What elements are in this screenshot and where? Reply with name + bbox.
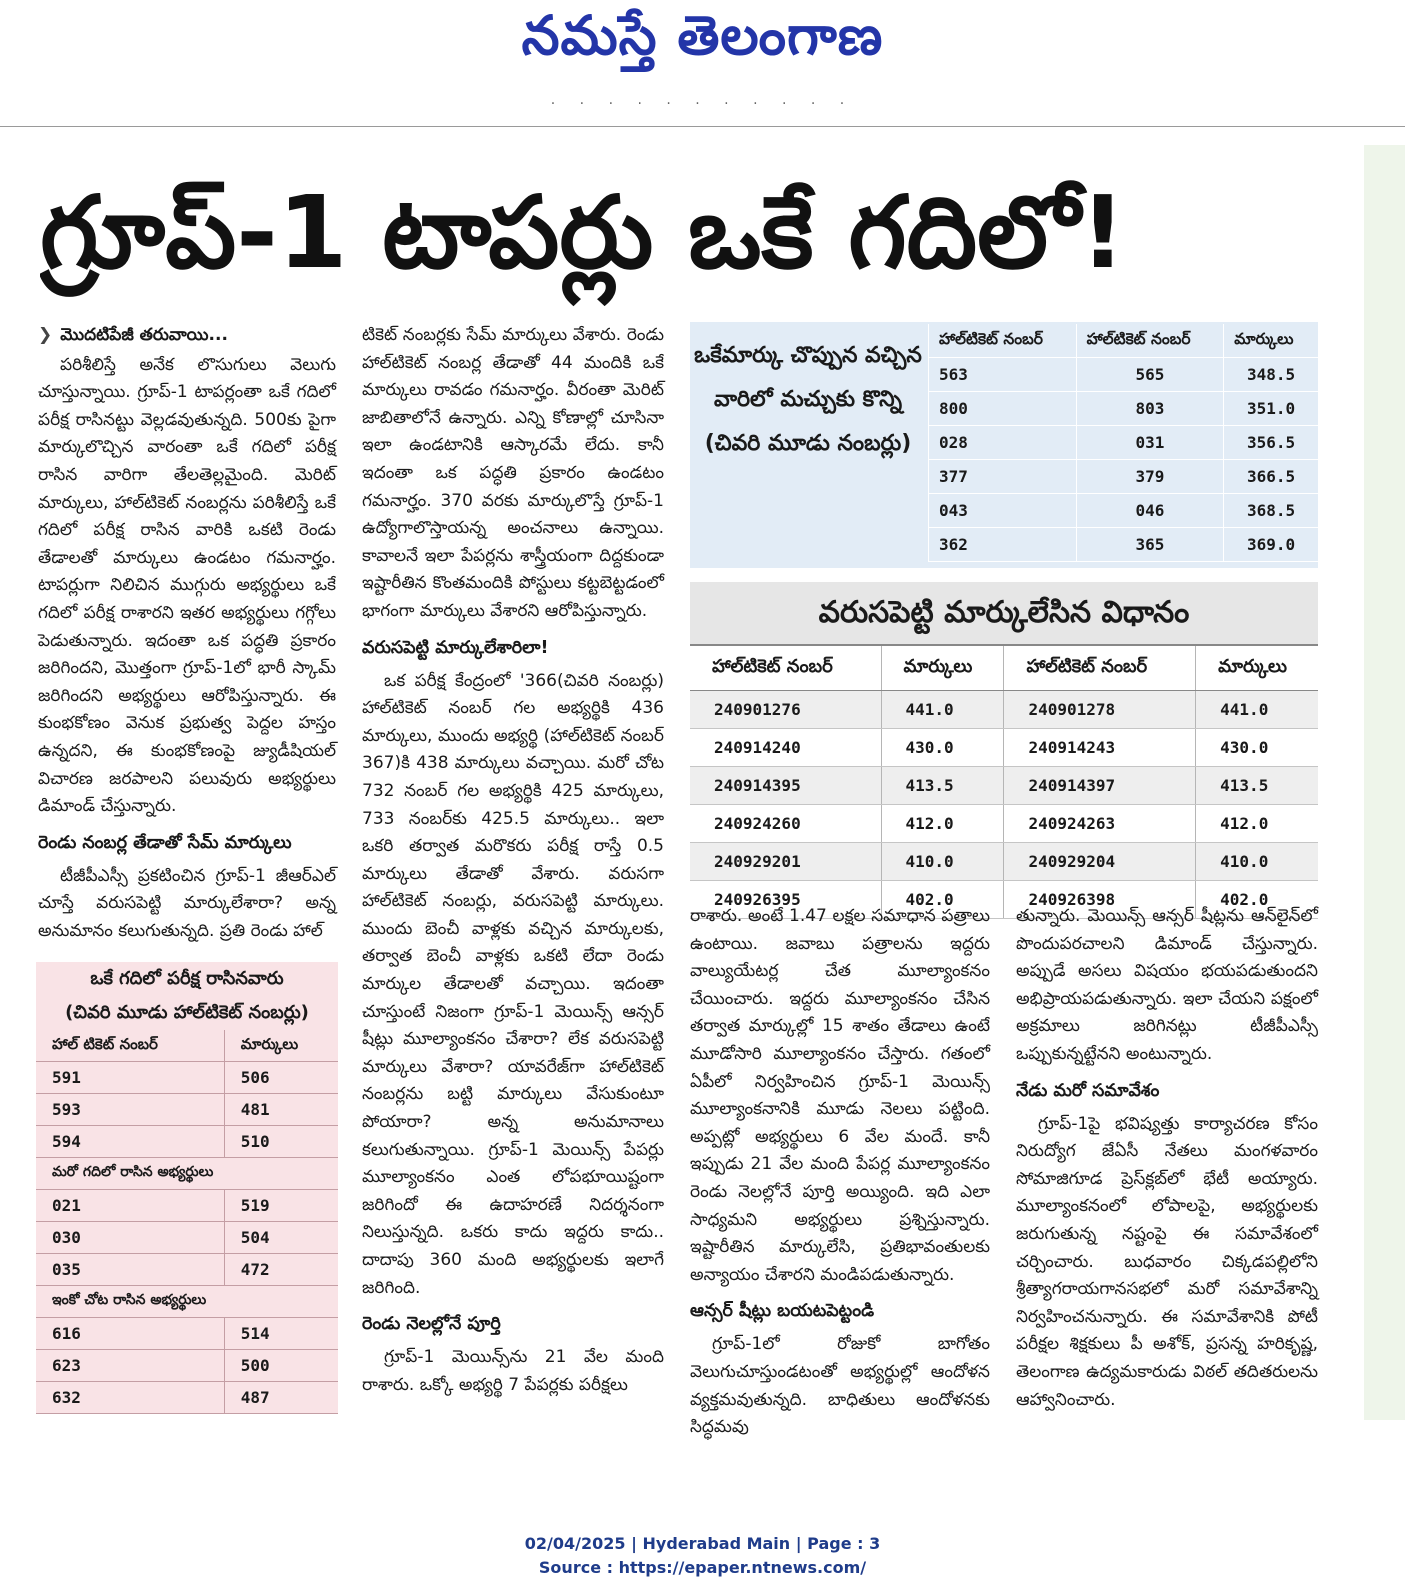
header-marks: మార్కులు [1196,646,1318,691]
cell-hall: 616 [36,1318,224,1350]
table-title: వరుసపెట్టి మార్కులేసిన విధానం [690,582,1318,646]
cell-hall: 031 [1076,426,1224,460]
cell-marks: 472 [224,1254,338,1286]
column-2 [362,322,664,1403]
table-subtitle: (చివరి మూడు హాల్‌టికెట్ నంబర్లు) [65,1002,309,1023]
page-footer [0,1532,1405,1580]
cell-hall: 043 [929,494,1077,528]
header-marks: మార్కులు [224,1030,338,1062]
table-row [929,426,1319,460]
group-label: ఇంకో చోట రాసిన అభ్యర్థులు [36,1286,338,1318]
table-header-row [690,646,1318,691]
cell-marks: 519 [224,1190,338,1222]
cell-hall: 240901276 [690,691,881,729]
cell-marks: 504 [224,1222,338,1254]
header-hall-ticket: హాల్‌టికెట్ నంబర్ [1004,646,1196,691]
table-row [929,460,1319,494]
cell-marks: 441.0 [1196,691,1318,729]
cell-hall: 563 [929,358,1077,392]
cell-marks: 410.0 [1196,843,1318,881]
cell-marks: 366.5 [1224,460,1318,494]
table-row [690,729,1318,767]
table-row [690,843,1318,881]
paragraph: గ్రూప్-1లో రోజుకో బాగోతం వెలుగుచూస్తుండటంతో అభ్యర్థుల్లో ఆందోళన వ్యక్తమవుతున్నది. బాధితులు ఆందోళనకు సిద్ధమవు [690,1334,990,1438]
cell-marks: 356.5 [1224,426,1318,460]
cell-hall: 240924260 [690,805,881,843]
paragraph: గ్రూప్-1పై భవిష్యత్తు కార్యాచరణ కోసం నిరుద్యోగ జేఏసీ నేతలు మంగళవారం సోమాజిగూడ ప్రెస్‌క్లబ్‌లో భేటీ అయ్యారు. మూల్యాంకనంలో లోపాలపై, అభ్యర్థులకు జరుగుతున్న నష్టంపై ఈ సమావేశంలో చర్చించారు. బుధవారం చిక్కడపల్లిలోని శ్రీత్యాగరాయగానసభలో మరో సమావేశాన్ని నిర్వహించనున్నారు. ఈ సమావేశానికి పోటీ పరీక్షల శిక్షకులు పీ అశోక్, ప్రసన్న హరికృష్ణ, తెలంగాణ ఉద్యమకారుడు విఠల్ తదితరులను ఆహ్వానించారు. [1016,1113,1318,1410]
cell-marks: 351.0 [1224,392,1318,426]
table-row [36,1222,338,1254]
cell-marks: 368.5 [1224,494,1318,528]
cell-hall: 046 [1076,494,1224,528]
cell-hall: 803 [1076,392,1224,426]
cell-hall: 594 [36,1126,224,1158]
column-1 [38,322,336,949]
masthead [0,0,1405,127]
cell-hall: 240926395 [690,881,881,919]
group-label: మరో గదిలో రాసిన అభ్యర్థులు [36,1158,338,1190]
cell-hall: 800 [929,392,1077,426]
paragraph: ఒక పరీక్ష కేంద్రంలో '366(చివరి నంబర్లు) హాల్‌టికెట్ నంబర్ గల అభ్యర్థికి 436 మార్కులు, ముందు అభ్యర్థి (హాల్‌టికెట్ నంబర్ 367)కి 438 మార్కులు వచ్చాయి. మరో చోట 732 నంబర్ గల అభ్యర్థికి 425 మార్కులు, 733 నంబర్‌కు 425.5 మార్కులు.. ఇలా ఒకరి తర్వాత మరొకరు పరీక్ష రాస్తే 0.5 మార్కులు తేడాతో వేశారు. వరుసగా హాల్‌టికెట్ నంబర్లు, వరుసపెట్టి మార్కులు. ముందు బెంచీ వాళ్లకు వచ్చిన మార్కులకు, తర్వాత బెంచీ వాళ్లకు ఒకటి లేదా రెండు మార్కుల తేడాలతో వచ్చాయి. ఇదంతా చూస్తుంటే నిజంగా గ్రూప్-1 మెయిన్స్ ఆన్సర్ షీట్లు మూల్యాంకనం చేశారా? లేక వరుసపెట్టి మార్కులు వేశారా? యావరేజ్‌గా హాల్‌టికెట్ నంబర్లను బట్టి మార్కులు వేసుకుంటూ పోయారా? అన్న అనుమానాలు కలుగుతున్నాయి. గ్రూప్-1 మెయిన్స్ పేపర్లు మూల్యాంకనం ఎంత లోపభూయిష్టంగా జరిగిందో ఈ ఉదాహరణే నిదర్శనంగా నిలుస్తున్నది. ఒకరు కాదు ఇద్దరు కాదు.. దాదాపు 360 మంది అభ్యర్థులకు ఇలాగే జరిగింది. [362,670,664,1298]
table-row [690,805,1318,843]
table-title: ఒకేమార్కు చొప్పున వచ్చిన వారిలో మచ్చుకు కొన్ని (చివరి మూడు నంబర్లు) [694,343,922,456]
table-row [36,1318,338,1350]
subheading: రెండు నంబర్ల తేడాతో సేమ్ మార్కులు [38,832,292,853]
column-4 [1016,903,1318,1418]
table-row [36,1094,338,1126]
table-row [36,1350,338,1382]
paragraph: తున్నారు. మెయిన్స్ ఆన్సర్ షీట్లను ఆన్‌లైన్‌లో పొందుపరచాలని డిమాండ్ చేస్తున్నారు. అప్పుడే అసలు విషయం భయపడుతుందని అభిప్రాయపడుతున్నారు. ఇలా చేయని పక్షంలో అక్రమాలు జరిగినట్లు టీజీపీఎస్సీ ఒప్పుకున్నట్టేనని అంటున్నారు. [1016,906,1318,1064]
cell-marks: 441.0 [881,691,1004,729]
cell-hall: 240914395 [690,767,881,805]
chevron-right-icon: ❯ [38,325,53,345]
cell-hall: 030 [36,1222,224,1254]
footer-source-line: Source : https://epaper.ntnews.com/ [538,1558,867,1577]
cell-hall: 240914240 [690,729,881,767]
table-row [36,1126,338,1158]
column-3 [690,903,990,1446]
cell-marks: 410.0 [881,843,1004,881]
header-marks: మార్కులు [881,646,1004,691]
cell-marks: 348.5 [1224,358,1318,392]
table-header-row [36,1030,338,1062]
cell-hall: 035 [36,1254,224,1286]
header-hall-ticket: హాల్‌టికెట్ నంబర్ [1076,324,1224,358]
table-row [929,494,1319,528]
paragraph: పరిశీలిస్తే అనేక లొసుగులు వెలుగు చూస్తున్నాయి. గ్రూప్-1 టాపర్లంతా ఒకే గదిలో పరీక్ష రాసినట్టు వెల్లడవుతున్నది. 500కు పైగా మార్కులొచ్చిన వారంతా ఒకే గదిలో పరీక్ష రాసిన వారిగా తేలతెల్లమైంది. మెరిట్ మార్కులు, హాల్‌టికెట్ నంబర్లను పరిశీలిస్తే ఒకే గదిలో పరీక్ష రాసిన వారికి ఒకటి రెండు తేడాలతో మార్కులు ఉండటం గమనార్హం. టాపర్లుగా నిలిచిన ముగ్గురు అభ్యర్థులు ఒకే గదిలో పరీక్ష రాశారని ఇతర అభ్యర్థులు గగ్గోలు పెడుతున్నారు. ఇదంతా ఒక పద్ధతి ప్రకారం జరిగిందని, మొత్తంగా గ్రూప్-1లో భారీ స్కామ్ జరిగిందని అభ్యర్థులు ఆరోపిస్తున్నారు. ఈ కుంభకోణం వెనుక ప్రభుత్వ పెద్దల హస్తం ఉన్నదని, ఈ కుంభకోణంపై జ్యుడీషియల్ విచారణ జరపాలని పలువురు అభ్యర్థులు డిమాండ్ చేస్తున్నారు. [38,354,336,817]
table [36,1030,338,1414]
cell-hall: 623 [36,1350,224,1382]
header-marks: మార్కులు [1224,324,1318,358]
subheading: ఆన్సర్ షీట్లు బయటపెట్టండి [690,1301,875,1322]
cell-hall: 240929204 [1004,843,1196,881]
header-hall-ticket: హాల్‌టికెట్ నంబర్ [690,646,881,691]
table-row [36,1190,338,1222]
cell-hall: 593 [36,1094,224,1126]
cell-marks: 510 [224,1126,338,1158]
cell-hall: 240926398 [1004,881,1196,919]
cell-hall: 240901278 [1004,691,1196,729]
cell-marks: 402.0 [1196,881,1318,919]
cell-marks: 413.5 [1196,767,1318,805]
table-row [36,1062,338,1094]
masthead-divider: · · · · · · · · · · · [550,96,855,112]
cell-marks: 369.0 [1224,528,1318,562]
cell-hall: 028 [929,426,1077,460]
paragraph: గ్రూప్-1 మెయిన్స్‌ను 21 వేల మంది రాశారు. ఒక్కో అభ్యర్థి 7 పేపర్లకు పరీక్షలు [362,1347,664,1395]
same-room-table [36,962,338,1414]
table-row [929,358,1319,392]
table-row [929,528,1319,562]
cell-hall: 362 [929,528,1077,562]
table-title: ఒకే గదిలో పరీక్ష రాసినవారు [90,968,284,989]
cell-hall: 591 [36,1062,224,1094]
subheading: రెండు నెలల్లోనే పూర్తి [362,1314,501,1335]
cell-marks: 413.5 [881,767,1004,805]
cell-hall: 240914397 [1004,767,1196,805]
table-header-row [929,324,1319,358]
header-hall-ticket: హాల్‌టికెట్ నంబర్ [929,324,1077,358]
cell-marks: 481 [224,1094,338,1126]
table-row [690,691,1318,729]
continued-label [38,322,336,350]
paragraph: టికెట్ నంబర్లకు సేమ్ మార్కులు వేశారు. రెండు హాల్‌టికెట్ నంబర్ల తేడాతో 44 మందికి ఒకే మార్కులు రావడం గమనార్హం. వీరంతా మెరిట్ జాబితాలోనే ఉన్నారు. ఎన్ని కోణాల్లో చూసినా ఇలా ఉండటానికి ఆస్కారమే లేదు. కానీ ఇదంతా ఒక పద్ధతి ప్రకారం ఉండటం గమనార్హం. 370 వరకు మార్కులొస్తే గ్రూప్-1 ఉద్యోగాలొస్తాయన్న అంచనాలు ఉన్నాయి. కావాలనే ఇలా పేపర్లను శాస్త్రీయంగా దిద్దకుండా ఇష్టారీతిన కొంతమందికి పోస్టులు కట్టబెట్టడంలో భాగంగా మార్కులు వేశారని ఆరోపిస్తున్నారు. [362,325,664,621]
paragraph: టీజీపీఎస్సీ ప్రకటించిన గ్రూప్-1 జీఆర్‌ఎల్ చూస్తే వరుసపెట్టి మార్కులేశారా? అన్న అనుమానం కలుగుతున్నది. ప్రతి రెండు హాల్ [38,865,336,941]
group-label-row [36,1158,338,1190]
table-row [36,1254,338,1286]
cell-hall: 240914243 [1004,729,1196,767]
cell-hall: 021 [36,1190,224,1222]
same-marks-table [690,322,1318,568]
table [928,324,1318,562]
adjacent-page-strip [1364,145,1405,1420]
table-row [929,392,1319,426]
cell-marks: 430.0 [881,729,1004,767]
cell-marks: 506 [224,1062,338,1094]
cell-marks: 430.0 [1196,729,1318,767]
series-marks-table [690,582,1318,919]
table [690,646,1318,919]
cell-marks: 412.0 [881,805,1004,843]
cell-marks: 412.0 [1196,805,1318,843]
cell-hall: 365 [1076,528,1224,562]
table-row [36,1382,338,1414]
group-label-row [36,1286,338,1318]
headline: గ్రూప్-1 టాపర్లు ఒకే గదిలో! [40,174,1126,291]
continued-text: మొదటిపేజీ తరువాయి... [60,325,228,345]
paragraph: రాశారు. అంటే 1.47 లక్షల సమాధాన పత్రాలు ఉంటాయి. జవాబు పత్రాలను ఇద్దరు వాల్యుయేటర్ల చేత మూల్యాంకనం చేయించారు. ఇద్దరు మూల్యాంకనం చేసిన తర్వాత మార్కుల్లో 15 శాతం తేడాలు ఉంటే మూడోసారి మూల్యాంకనం చేస్తారు. గతంలో ఏపీలో నిర్వహించిన గ్రూప్-1 మెయిన్స్ మూల్యాంకనానికి మూడు నెలలు పట్టింది. అప్పట్లో అభ్యర్థులు 6 వేల మందే. కానీ ఇప్పుడు 21 వేల మంది పేపర్ల మూల్యాంకనం రెండు నెలల్లోనే పూర్తి అయ్యింది. ఇది ఎలా సాధ్యమని అభ్యర్థులు ప్రశ్నిస్తున్నారు. ఇష్టారీతిన మార్కులేసి, ప్రతిభావంతులకు అన్యాయం చేశారని మండిపడుతున్నారు. [690,906,990,1285]
subheading: నేడు మరో సమావేశం [1016,1080,1160,1101]
cell-hall: 240929201 [690,843,881,881]
cell-marks: 514 [224,1318,338,1350]
cell-hall: 240924263 [1004,805,1196,843]
header-hall-ticket: హాల్ టికెట్ నంబర్ [36,1030,224,1062]
cell-hall: 565 [1076,358,1224,392]
cell-hall: 379 [1076,460,1224,494]
cell-marks: 402.0 [881,881,1004,919]
newspaper-logo: నమస్తే తెలంగాణ [521,4,884,67]
cell-hall: 632 [36,1382,224,1414]
cell-marks: 487 [224,1382,338,1414]
footer-date-line: 02/04/2025 | Hyderabad Main | Page : 3 [524,1534,881,1553]
table-row [690,767,1318,805]
subheading: వరుసపెట్టి మార్కులేశారిలా! [362,637,549,658]
cell-hall: 377 [929,460,1077,494]
cell-marks: 500 [224,1350,338,1382]
